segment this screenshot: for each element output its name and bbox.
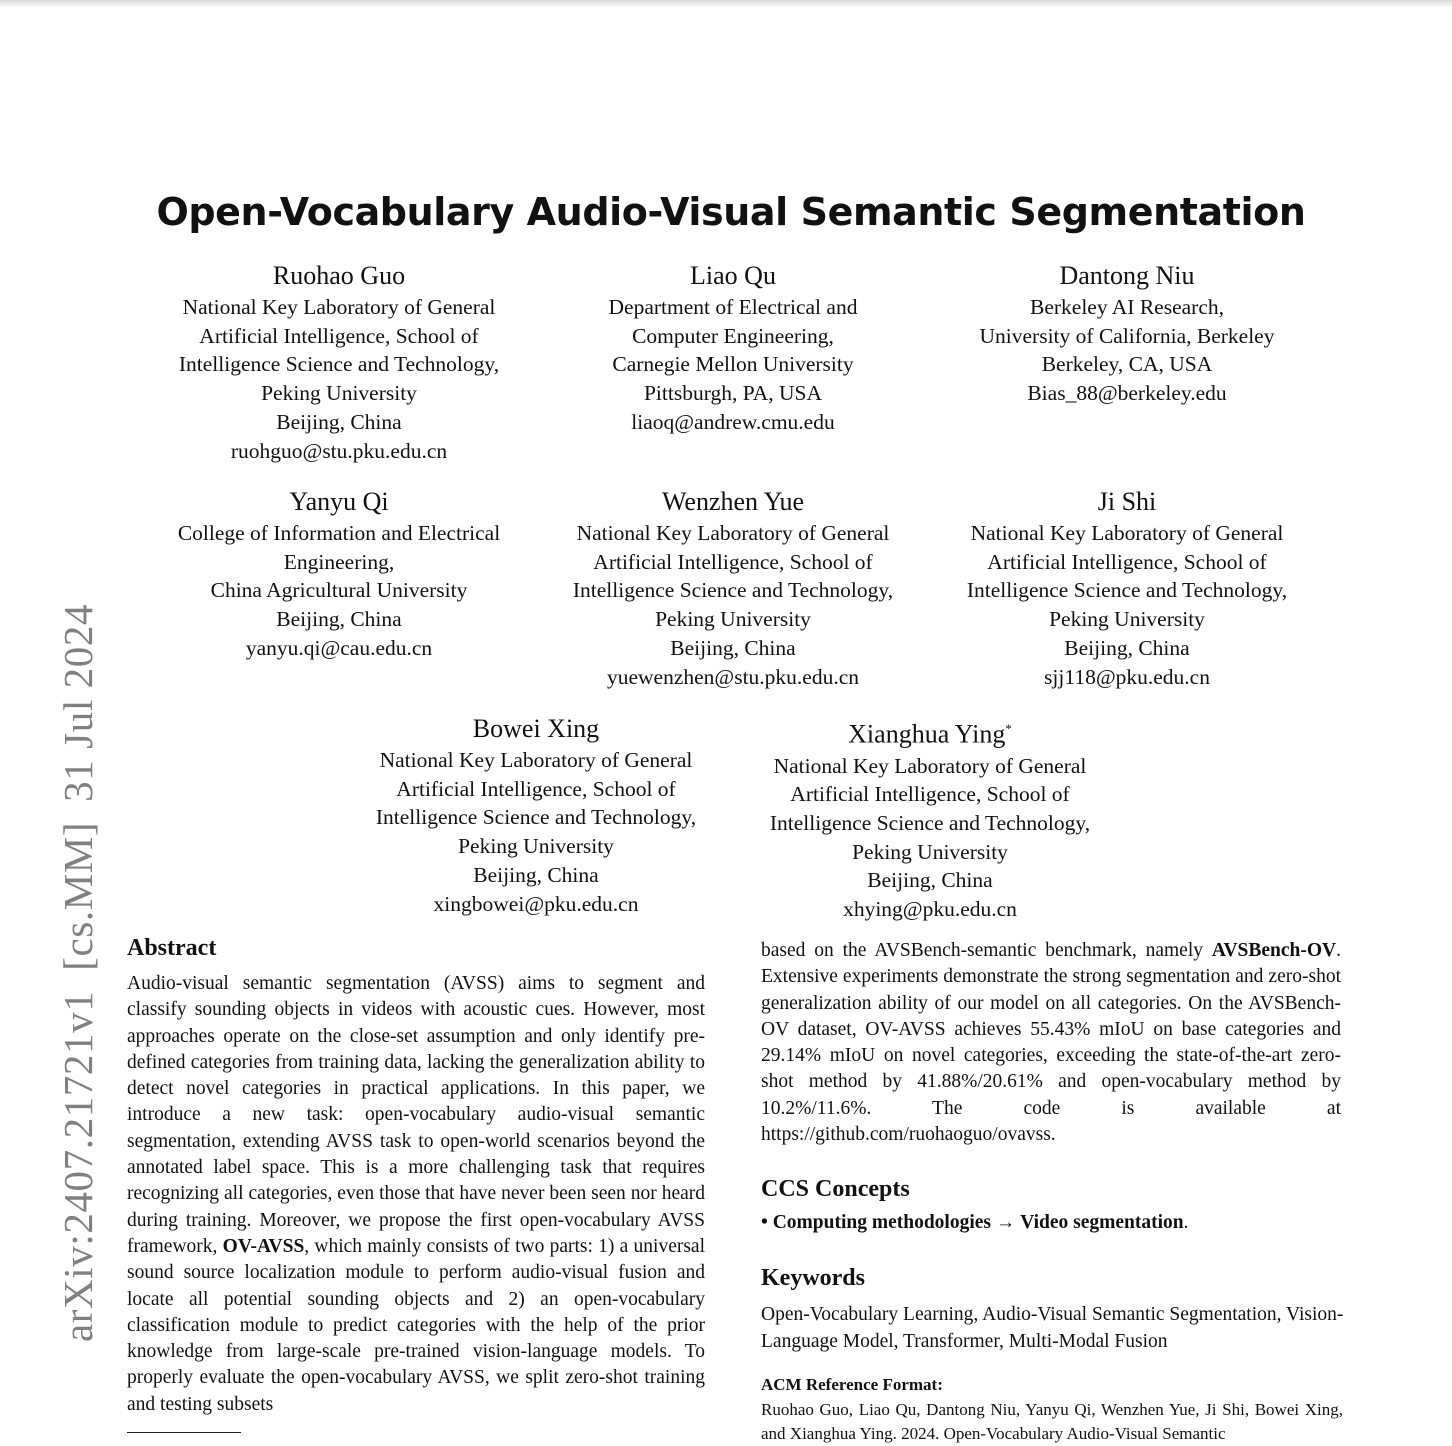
author-name: Bowei Xing [472, 714, 600, 743]
affiliation-line: Artificial Intelligence, School of [396, 776, 676, 801]
footnote-rule [127, 1432, 241, 1433]
affiliation-line: Engineering, [283, 549, 395, 574]
abstract-paragraph [761, 938, 1341, 1148]
author-block [744, 713, 1116, 924]
affiliation-line: Carnegie Mellon University [612, 352, 854, 377]
affiliation-line: Peking University [261, 381, 417, 406]
author-name: Liao Qu [690, 261, 776, 290]
abstract-text: based on the AVSBench-semantic benchmark, namely [761, 940, 1212, 961]
benchmark-name: AVSBench-OV [1211, 940, 1337, 961]
ccs-concept: Computing methodologies [772, 1212, 992, 1233]
author-name: Dantong Niu [1059, 261, 1195, 290]
author-name: Wenzhen Yue [661, 487, 805, 516]
author-name-text: Xianghua Ying [848, 719, 1006, 749]
arxiv-id: arXiv:2407.21721v1 [55, 990, 101, 1342]
bullet: • [761, 1212, 768, 1233]
author-block [547, 260, 919, 437]
affiliation-line: Beijing, China [1064, 635, 1190, 660]
affiliation-line: Beijing, China [473, 862, 599, 887]
affiliation-line: Intelligence Science and Technology, [178, 352, 500, 377]
affiliation-line: Artificial Intelligence, School of [593, 549, 873, 574]
author-email[interactable]: Bias_88@berkeley.edu [1027, 381, 1227, 406]
affiliation-line: Intelligence Science and Technology, [966, 578, 1288, 603]
affiliation-line: Peking University [655, 607, 811, 632]
affiliation-line: Beijing, China [670, 635, 796, 660]
ccs-concept-line [761, 1212, 1189, 1234]
affiliation-line: Computer Engineering, [632, 323, 834, 348]
affiliation-line: China Agricultural University [210, 578, 468, 603]
keywords-heading: Keywords [761, 1265, 865, 1291]
author-block [350, 713, 722, 918]
affiliation-line: Peking University [852, 839, 1008, 864]
author-block [941, 260, 1313, 408]
ccs-heading: CCS Concepts [761, 1176, 910, 1202]
abstract-heading: Abstract [127, 935, 217, 961]
arxiv-category: [cs.MM] [55, 821, 101, 971]
author-email[interactable]: sjj118@pku.edu.cn [1044, 664, 1210, 689]
paper-title: Open-Vocabulary Audio-Visual Semantic Segmentation [156, 190, 1306, 234]
abstract-column-left [127, 971, 705, 1418]
author-email[interactable]: yuewenzhen@stu.pku.edu.cn [606, 664, 860, 689]
affiliation-line: Intelligence Science and Technology, [572, 578, 894, 603]
affiliation-line: National Key Laboratory of General [773, 753, 1087, 778]
affiliation-line: National Key Laboratory of General [970, 521, 1284, 545]
affiliation-line: Artificial Intelligence, School of [199, 323, 479, 348]
method-name: OV-AVSS [222, 1235, 305, 1257]
author-email[interactable]: xhying@pku.edu.cn [843, 897, 1017, 922]
abstract-text: , which mainly consists of two parts: 1) a universal sound source localization module to perform audio-visual fusion and locate all potential sounding objects and 2) an open-vocabulary classification module to predict categories with the help of the prior knowledge from large-scale pre-trained vision-language models. To properly evaluate the open-vocabulary AVSS, we split zero-shot training and testing subsets [127, 1235, 706, 1415]
affiliation-line: Berkeley AI Research, [1029, 295, 1224, 319]
ccs-period: . [1183, 1212, 1189, 1233]
acm-reference-text: Ruohao Guo, Liao Qu, Dantong Niu, Yanyu Qi, Wenzhen Yue, Ji Shi, Bowei Xing, and Xianghua Ying. 2024. Open-Vocabulary Audio-Visual Semantic [761, 1400, 1343, 1443]
author-block [547, 486, 919, 691]
affiliation-line: Peking University [458, 834, 614, 859]
acm-reference-heading: ACM Reference Format: [761, 1375, 943, 1394]
author-name: Ji Shi [1097, 487, 1157, 516]
author-email[interactable]: liaoq@andrew.cmu.edu [631, 409, 835, 434]
abstract-text: Audio-visual semantic segmentation (AVSS) aims to segment and classify sounding objects in videos with acoustic cues. However, most approaches operate on the close-set assumption and only identify pre-defined categories from training data, lacking the generalization ability to detect novel categories in practical applications. In this paper, we introduce a new task: open-vocabulary audio-visual semantic segmentation, extending AVSS task to open-world scenarios beyond the annotated label space. This is a more challenging task that requires recognizing all categories, even those that have never been seen nor heard during training. Moreover, we propose the first open-vocabulary AVSS framework, [127, 973, 705, 1257]
affiliation-line: National Key Laboratory of General [379, 748, 693, 772]
affiliation-line: Pittsburgh, PA, USA [643, 381, 823, 406]
affiliation-line: Intelligence Science and Technology, [769, 811, 1091, 836]
arrow-icon: → [995, 1212, 1016, 1233]
abstract-column-right [761, 938, 1341, 1148]
corresponding-author-mark: * [1005, 721, 1012, 736]
affiliation-line: Intelligence Science and Technology, [375, 805, 697, 830]
affiliation-line: Beijing, China [867, 868, 993, 893]
affiliation-line: National Key Laboratory of General [182, 295, 496, 319]
author-name [744, 713, 1116, 751]
author-email[interactable]: yanyu.qi@cau.edu.cn [245, 635, 433, 660]
affiliation-line: National Key Laboratory of General [576, 521, 890, 545]
author-email[interactable]: ruohguo@stu.pku.edu.cn [230, 438, 448, 463]
author-email[interactable]: xingbowei@pku.edu.cn [433, 891, 639, 916]
affiliation-line: Artificial Intelligence, School of [790, 782, 1070, 807]
author-name: Yanyu Qi [289, 487, 389, 516]
ccs-subconcept: Video segmentation [1020, 1212, 1184, 1233]
affiliation-line: Artificial Intelligence, School of [987, 549, 1267, 574]
affiliation-line: Beijing, China [276, 607, 402, 632]
arxiv-side-stamp [54, 604, 102, 1342]
abstract-text: . Extensive experiments demonstrate the strong segmentation and zero-shot generalization ability of our model on all categories. On the AVSBench-OV dataset, OV-AVSS achieves 55.43% mIoU on base categories and 29.14% mIoU on novel categories, exceeding the state-of-the-art zero-shot method by 41.88%/20.61% and open-vocabulary method by 10.2%/11.6%. The code is available at https://github.com/ruohaoguo/ovavss. [761, 940, 1341, 1146]
keywords-text: Open-Vocabulary Learning, Audio-Visual Semantic Segmentation, Vision-Language Model, Transformer, Multi-Modal Fusion [761, 1304, 1344, 1352]
affiliation-line: University of California, Berkeley [979, 323, 1275, 348]
arxiv-date: 31 Jul 2024 [55, 603, 101, 802]
affiliation-line: Berkeley, CA, USA [1041, 352, 1213, 377]
author-block [941, 486, 1313, 691]
author-block [153, 486, 525, 663]
affiliation-line: Peking University [1049, 607, 1205, 632]
page-top-edge [0, 0, 1452, 8]
affiliation-line: College of Information and Electrical [177, 521, 501, 545]
abstract-paragraph [127, 971, 705, 1418]
affiliation-line: Beijing, China [276, 409, 402, 434]
author-block [153, 260, 525, 465]
affiliation-line: Department of Electrical and [608, 295, 858, 319]
author-name: Ruohao Guo [272, 261, 406, 290]
